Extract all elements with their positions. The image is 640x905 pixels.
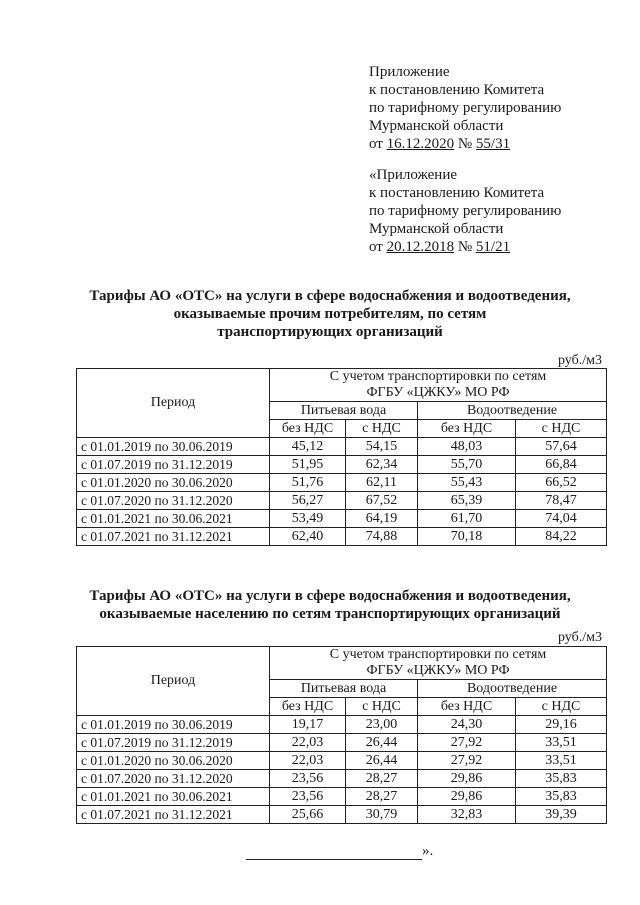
header-with-vat: с НДС [346, 698, 418, 716]
period-cell: с 01.07.2021 по 31.12.2021 [77, 806, 270, 824]
value-cell: 27,92 [418, 734, 516, 752]
value-cell: 22,03 [270, 734, 346, 752]
value-cell: 32,83 [418, 806, 516, 824]
value-cell: 64,19 [346, 510, 418, 528]
header-without-vat: без НДС [270, 420, 346, 438]
value-cell: 30,79 [346, 806, 418, 824]
value-cell: 27,92 [418, 752, 516, 770]
value-cell: 28,27 [346, 770, 418, 788]
value-cell: 55,70 [418, 456, 516, 474]
period-cell: с 01.01.2019 по 30.06.2019 [77, 716, 270, 734]
appendix-line: Мурманской области [369, 118, 504, 134]
table-row [77, 716, 607, 734]
value-cell: 26,44 [346, 752, 418, 770]
value-cell: 66,52 [516, 474, 607, 492]
value-cell: 53,49 [270, 510, 346, 528]
appendix-line: Мурманской области [369, 221, 504, 237]
period-cell: с 01.07.2019 по 31.12.2019 [77, 456, 270, 474]
value-cell: 39,39 [516, 806, 607, 824]
value-cell: 29,16 [516, 716, 607, 734]
signature-underline [246, 845, 422, 860]
value-cell: 62,34 [346, 456, 418, 474]
value-cell: 51,95 [270, 456, 346, 474]
appendix-date-line [369, 238, 561, 256]
header-period: Период [77, 369, 270, 438]
unit-label: руб./м3 [557, 353, 602, 368]
value-cell: 23,56 [270, 788, 346, 806]
period-cell: с 01.01.2021 по 30.06.2021 [77, 510, 270, 528]
title-line: Тарифы АО «ОТС» на услуги в сфере водоснабжения и водоотведения, [89, 288, 571, 304]
appendix-date-line [369, 135, 561, 153]
table-title-other-consumers [70, 287, 590, 341]
value-cell: 29,86 [418, 788, 516, 806]
value-cell: 61,70 [418, 510, 516, 528]
header-without-vat: без НДС [418, 420, 516, 438]
header-drainage: Водоотведение [418, 680, 607, 698]
table-row [77, 806, 607, 824]
appendix-line: к постановлению Комитета [369, 185, 545, 201]
period-cell: с 01.01.2020 по 30.06.2020 [77, 752, 270, 770]
value-cell: 26,44 [346, 734, 418, 752]
title-line: оказываемые населению по сетям транспортирующих организаций [99, 606, 561, 622]
period-cell: с 01.07.2020 по 31.12.2020 [77, 770, 270, 788]
table-row [77, 438, 607, 456]
value-cell: 84,22 [516, 528, 607, 546]
table-row [77, 474, 607, 492]
header-group-line: С учетом транспортировки по сетям [329, 369, 547, 384]
date-prefix: от [369, 239, 383, 255]
value-cell: 35,83 [516, 788, 607, 806]
header-drinking-water: Питьевая вода [270, 402, 418, 420]
appendix-previous [369, 166, 561, 256]
value-cell: 66,84 [516, 456, 607, 474]
header-group-line: ФГБУ «ЦЖКУ» МО РФ [366, 385, 510, 400]
value-cell: 55,43 [418, 474, 516, 492]
decree-number: 55/31 [475, 136, 511, 152]
value-cell: 35,83 [516, 770, 607, 788]
decree-number: 51/21 [475, 239, 511, 255]
title-line: транспортирующих организаций [217, 324, 443, 340]
period-cell: с 01.07.2021 по 31.12.2021 [77, 528, 270, 546]
unit-label: руб./м3 [557, 630, 602, 645]
tariff-table-population [76, 646, 607, 824]
value-cell: 23,00 [346, 716, 418, 734]
period-cell: с 01.01.2021 по 30.06.2021 [77, 788, 270, 806]
period-cell: с 01.01.2019 по 30.06.2019 [77, 438, 270, 456]
closing-signature-line [246, 843, 433, 860]
value-cell: 62,11 [346, 474, 418, 492]
value-cell: 19,17 [270, 716, 346, 734]
value-cell: 22,03 [270, 752, 346, 770]
decree-date: 16.12.2020 [386, 136, 455, 152]
tariff-table-other-consumers [76, 368, 607, 546]
header-period: Период [77, 647, 270, 716]
table-row [77, 770, 607, 788]
header-transport-group [270, 647, 607, 680]
value-cell: 74,04 [516, 510, 607, 528]
header-transport-group [270, 369, 607, 402]
number-sign: № [457, 136, 473, 152]
appendix-line: по тарифному регулированию [369, 203, 562, 219]
value-cell: 33,51 [516, 734, 607, 752]
value-cell: 65,39 [418, 492, 516, 510]
header-without-vat: без НДС [270, 698, 346, 716]
header-group-line: С учетом транспортировки по сетям [329, 647, 547, 662]
period-cell: с 01.07.2019 по 31.12.2019 [77, 734, 270, 752]
header-drinking-water: Питьевая вода [270, 680, 418, 698]
table-title-population [70, 587, 590, 623]
period-cell: с 01.07.2020 по 31.12.2020 [77, 492, 270, 510]
value-cell: 78,47 [516, 492, 607, 510]
appendix-line: Приложение [369, 64, 450, 80]
value-cell: 62,40 [270, 528, 346, 546]
appendix-line: по тарифному регулированию [369, 100, 562, 116]
appendix-line: «Приложение [369, 167, 458, 183]
value-cell: 56,27 [270, 492, 346, 510]
value-cell: 28,27 [346, 788, 418, 806]
header-with-vat: с НДС [346, 420, 418, 438]
value-cell: 45,12 [270, 438, 346, 456]
decree-date: 20.12.2018 [386, 239, 455, 255]
table-row [77, 492, 607, 510]
value-cell: 70,18 [418, 528, 516, 546]
header-with-vat: с НДС [516, 698, 607, 716]
value-cell: 48,03 [418, 438, 516, 456]
header-without-vat: без НДС [418, 698, 516, 716]
header-drainage: Водоотведение [418, 402, 607, 420]
header-with-vat: с НДС [516, 420, 607, 438]
number-sign: № [457, 239, 473, 255]
value-cell: 51,76 [270, 474, 346, 492]
appendix-line: к постановлению Комитета [369, 82, 545, 98]
value-cell: 67,52 [346, 492, 418, 510]
closing-quote-mark: ». [422, 843, 434, 859]
period-cell: с 01.01.2020 по 30.06.2020 [77, 474, 270, 492]
table-row [77, 752, 607, 770]
value-cell: 57,64 [516, 438, 607, 456]
header-group-line: ФГБУ «ЦЖКУ» МО РФ [366, 663, 510, 678]
value-cell: 54,15 [346, 438, 418, 456]
table-row [77, 788, 607, 806]
value-cell: 33,51 [516, 752, 607, 770]
table-row [77, 528, 607, 546]
value-cell: 25,66 [270, 806, 346, 824]
value-cell: 24,30 [418, 716, 516, 734]
value-cell: 23,56 [270, 770, 346, 788]
value-cell: 29,86 [418, 770, 516, 788]
appendix-current [369, 63, 561, 153]
title-line: Тарифы АО «ОТС» на услуги в сфере водоснабжения и водоотведения, [89, 588, 571, 604]
title-line: оказываемые прочим потребителям, по сетям [173, 306, 487, 322]
table-row [77, 510, 607, 528]
table-row [77, 456, 607, 474]
table-row [77, 734, 607, 752]
date-prefix: от [369, 136, 383, 152]
value-cell: 74,88 [346, 528, 418, 546]
